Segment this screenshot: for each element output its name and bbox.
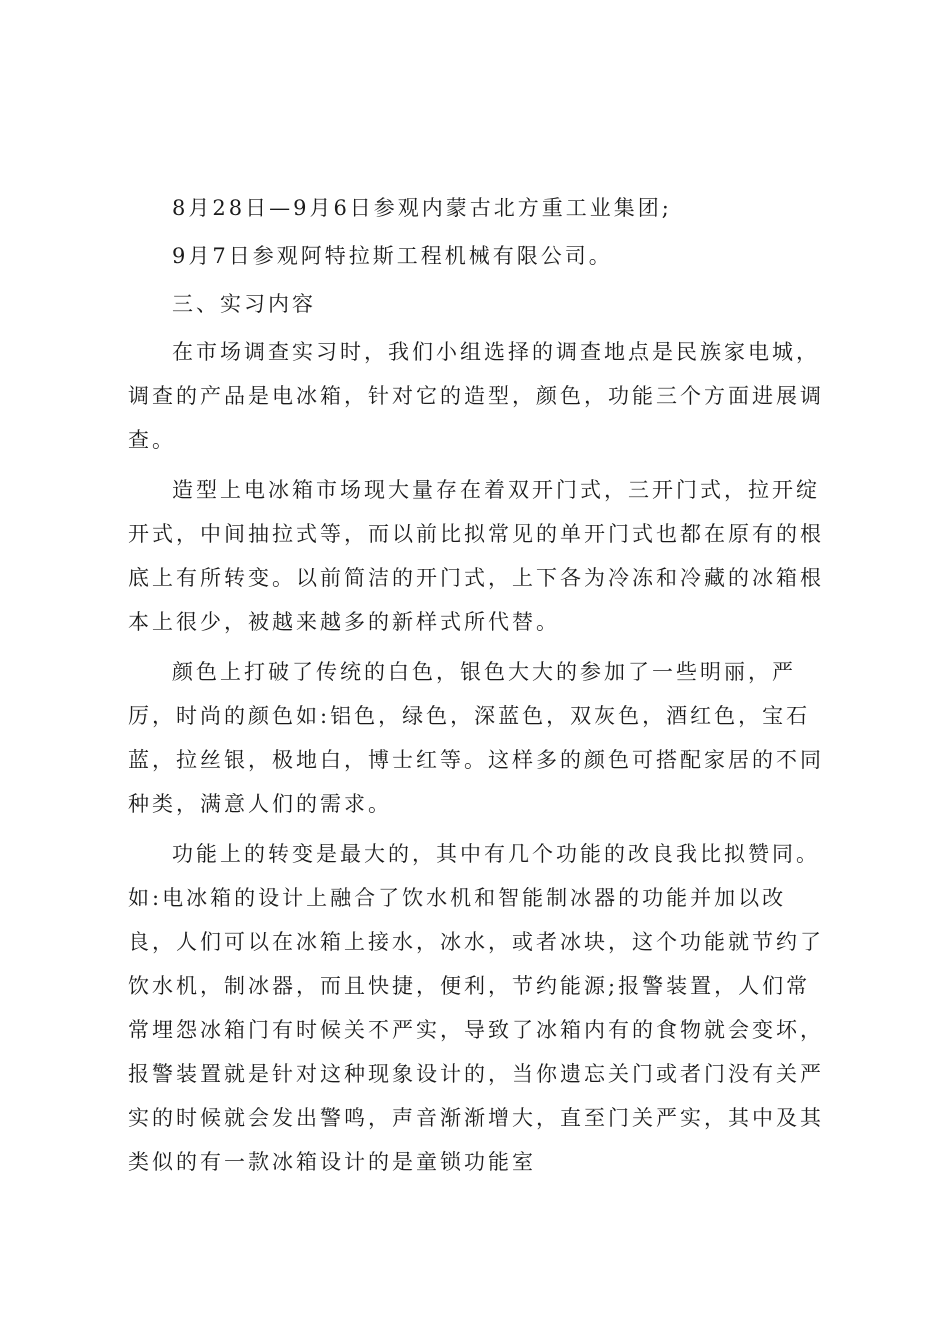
document-body bbox=[128, 186, 834, 1190]
paragraph-schedule-2: 9月7日参观阿特拉斯工程机械有限公司。 bbox=[172, 244, 613, 268]
section-heading: 三、实习内容 bbox=[172, 292, 316, 316]
paragraph-survey-intro: 在市场调查实习时，我们小组选择的调查地点是民族家电城，调查的产品是电冰箱，针对它的造型，颜色，功能三个方面进展调查。 bbox=[128, 340, 824, 452]
paragraph-shape: 造型上电冰箱市场现大量存在着双开门式，三开门式，拉开绽开式，中间抽拉式等，而以前比拟常见的单开门式也都在原有的根底上有所转变。以前简洁的开门式，上下各为冷冻和冷藏的冰箱根本上很少，被越来越多的新样式所代替。 bbox=[128, 478, 824, 634]
paragraph-color: 颜色上打破了传统的白色，银色大大的参加了一些明丽，严厉，时尚的颜色如:铝色，绿色，深蓝色，双灰色，酒红色，宝石蓝，拉丝银，极地白，博士红等。这样多的颜色可搭配家居的不同种类，满意人们的需求。 bbox=[128, 660, 824, 816]
paragraph-function: 功能上的转变是最大的，其中有几个功能的改良我比拟赞同。如:电冰箱的设计上融合了饮水机和智能制冰器的功能并加以改良，人们可以在冰箱上接水，冰水，或者冰块，这个功能就节约了饮水机，制冰器，而且快捷，便利，节约能源;报警装置，人们常常埋怨冰箱门有时候关不严实，导致了冰箱内有的食物就会变坏，报警装置就是针对这种现象设计的，当你遗忘关门或者门没有关严实的时候就会发出警鸣，声音渐渐增大，直至门关严实，其中及其类似的有一款冰箱设计的是童锁功能室 bbox=[128, 842, 824, 1174]
paragraph-schedule-1: 8月28日—9月6日参观内蒙古北方重工业集团; bbox=[172, 196, 672, 220]
